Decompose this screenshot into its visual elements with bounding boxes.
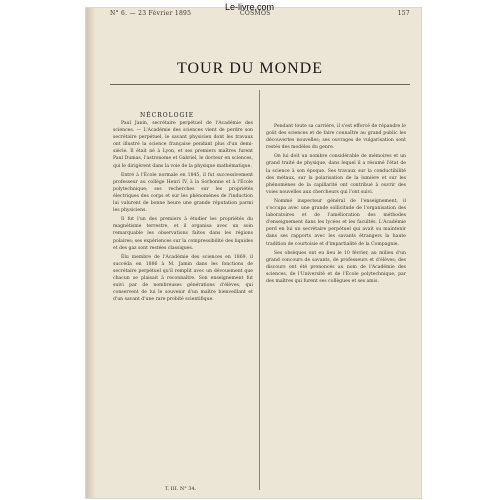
column-divider xyxy=(259,90,260,490)
left-text-column xyxy=(113,120,253,485)
watermark: Le-livre.com xyxy=(225,2,275,12)
issue-date: N° 6. — 23 Février 1895 xyxy=(110,10,192,17)
paragraph: Élu membre de l'Académie des sciences en 1869, il succéda en 1886 à M. Jamin dans les fonctions de secrétaire perpétuel qu'il remplit avec un dévouement que chacun se plaisait à reconnaître. Son enseignement fut suivi par de nombreuses générations d'élèves, qui conservent de lui le souvenir d'un maître bienveillant et d'un savant d'une rare probité scientifique. xyxy=(113,254,253,303)
page-number: 157 xyxy=(397,10,410,17)
page-title: TOUR DU MONDE xyxy=(176,60,324,77)
journal-name: COSMOS xyxy=(240,10,271,17)
section-heading: NÉCROLOGIE xyxy=(140,112,195,119)
volume-footer: T. III. N° 34. xyxy=(165,486,197,492)
paragraph: Pendant toute sa carrière, il s'est efforcé de répandre le goût des sciences et de faire connaître au grand public les découvertes nouvelles; ses ouvrages de vulgarisation sont restés des modèles du genre. xyxy=(266,124,406,151)
page-gutter-shadow xyxy=(86,8,96,498)
paragraph: Entré à l'École normale en 1845, il fut successivement professeur au collège Henri IV, à la Sorbonne et à l'École polytechnique; ses recherches sur les propriétés électriques des corps et sur les phénomènes de l'induction lui valurent de bonne heure une grande réputation parmi les physiciens. xyxy=(113,172,253,214)
right-text-column xyxy=(266,123,406,468)
paragraph: Il fut l'un des premiers à étudier les propriétés du magnétisme terrestre, et il organisa avec un soin remarquable les observations faites dans les régions polaires; ses expériences sur la compressibilité des liquides et des gaz sont restées classiques. xyxy=(113,217,253,251)
paragraph: Nommé inspecteur général de l'enseignement, il s'occupa avec une grande sollicitude de l'organisation des laboratoires et de l'amélioration des méthodes d'enseignement dans les lycées et les facultés. L'Académie perd en lui un secrétaire perpétuel qui avait su maintenir dans ses rapports avec les savants étrangers la haute tradition de courtoisie et d'impartialité de la Compagnie. xyxy=(266,198,406,247)
paragraph: On lui doit un nombre considérable de mémoires et un grand traité de physique, dans lequel il a résumé l'état de la science à son époque. Ses travaux sur la conductibilité des métaux, sur la polarisation de la lumière et sur les phénomènes de la capillarité ont contribué à ouvrir des voies nouvelles aux chercheurs qui l'ont suivi. xyxy=(266,154,406,195)
title-rule xyxy=(110,84,410,85)
paragraph: Paul Janin, secrétaire perpétuel de l'Académie des sciences. — L'Académie des sciences vient de perdre son secrétaire perpétuel, le savant physicien dont les travaux ont illustré la science française pendant plus d'un demi-siècle. Il était né à Lyon, et ses premiers maîtres furent Paul Dumas, l'astronome et Gabriel, le docteur en sciences, qui le dirigèrent dans la voie de la physique mathématique. xyxy=(113,121,253,169)
paragraph: Ses obsèques ont eu lieu le 10 février, au milieu d'un grand concours de savants, de professeurs et d'élèves; des discours ont été prononcés au nom de l'Académie des sciences, de l'Université et de l'École polytechnique, par des maîtres qui furent ses collègues et ses amis. xyxy=(266,250,406,284)
